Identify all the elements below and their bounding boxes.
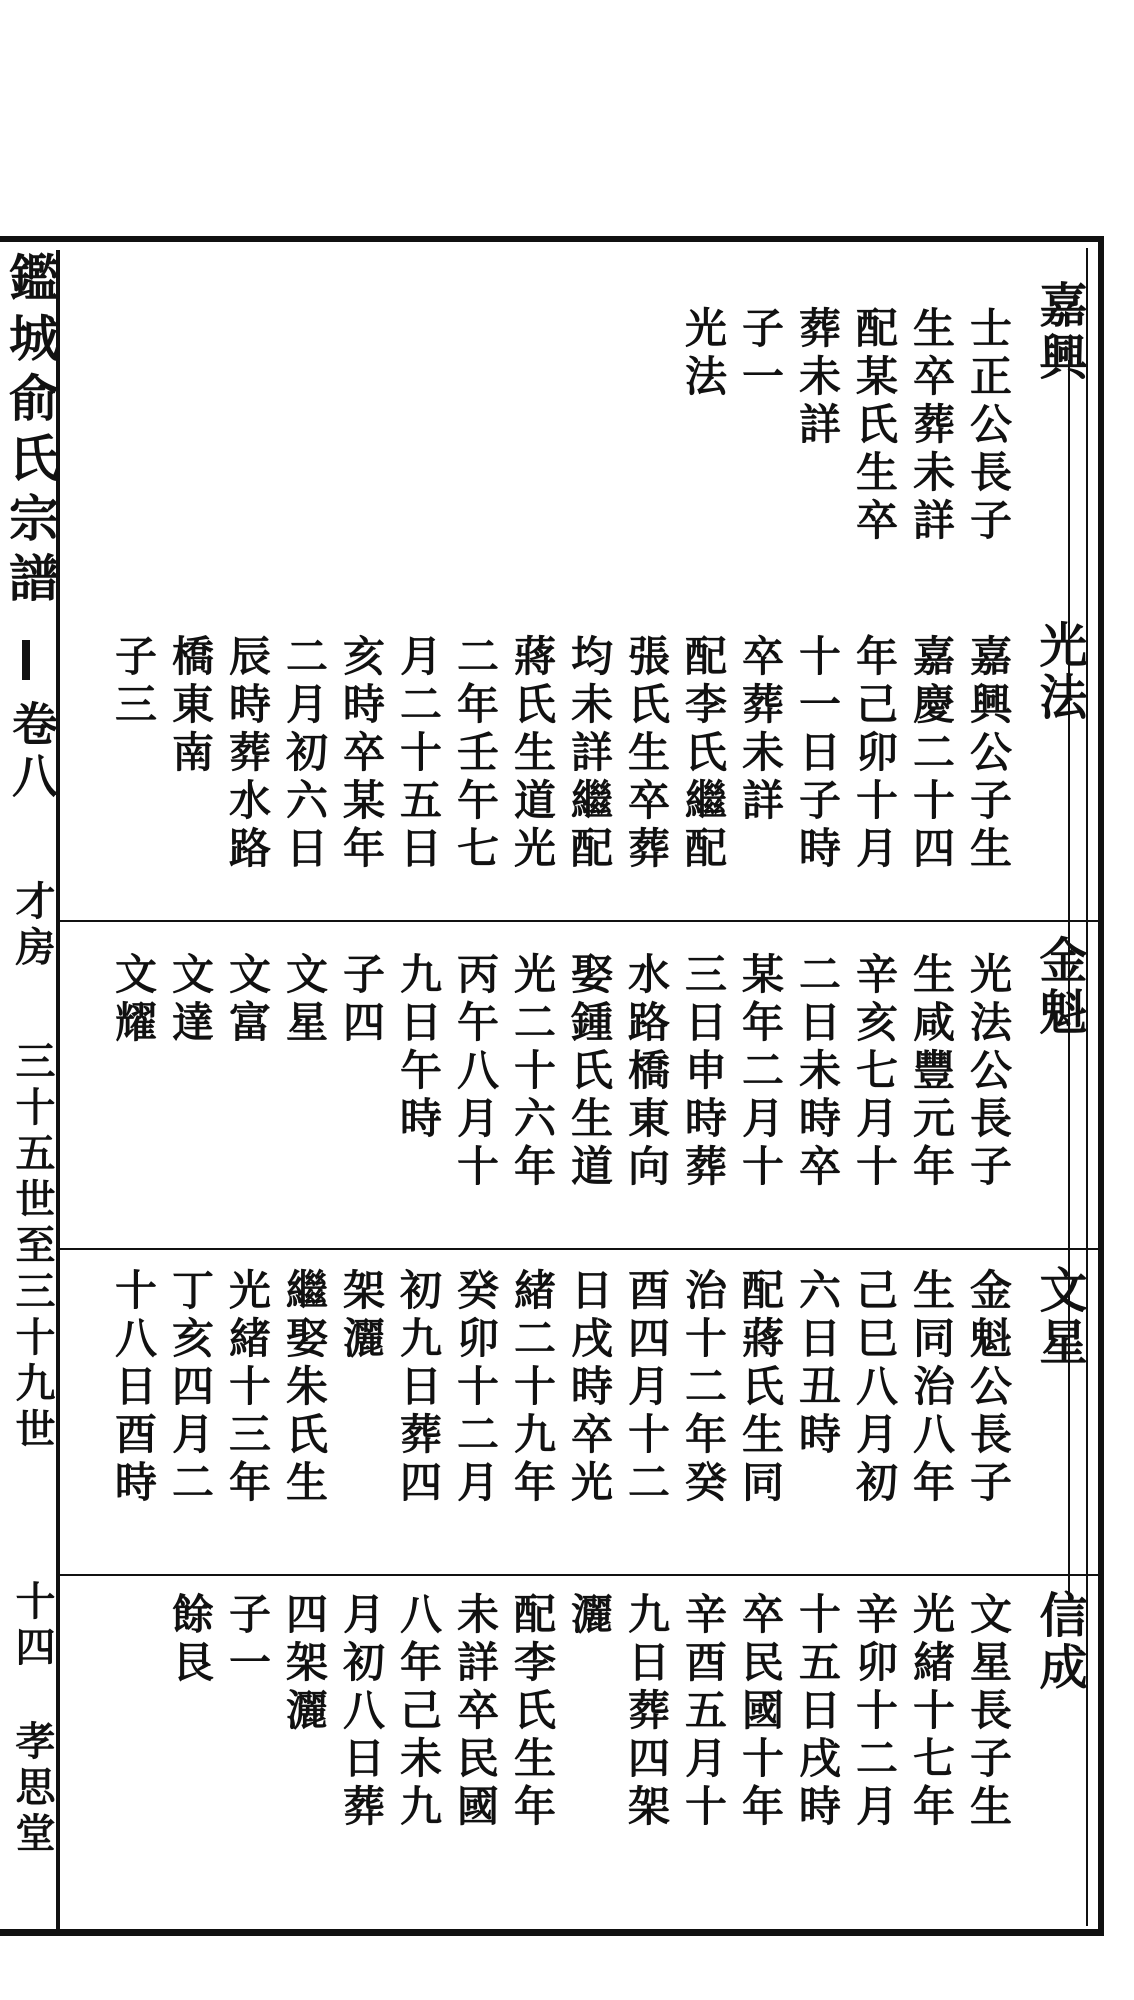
lineage-head: 文星 xyxy=(1031,1265,1087,1369)
record-column: 十五日戌時 xyxy=(793,1592,842,1832)
lineage-head: 金魁 xyxy=(1031,935,1087,1039)
record-column: 丁亥四月二 xyxy=(166,1268,215,1508)
record-column: 均未詳繼配 xyxy=(565,634,614,874)
record-column: 年己卯十月 xyxy=(850,634,899,874)
record-column: 十八日酉時 xyxy=(109,1268,158,1508)
record-column: 繼娶朱氏生 xyxy=(280,1268,329,1508)
record-column: 子一 xyxy=(223,1592,272,1688)
record-column: 光二十六年 xyxy=(508,952,557,1192)
generation-range: 三十五世至三十九世 xyxy=(9,1040,56,1454)
record-column: 文星長子生 xyxy=(964,1592,1013,1832)
record-column: 灑 xyxy=(565,1592,614,1640)
record-column: 二月初六日 xyxy=(280,634,329,874)
record-column: 蔣氏生道光 xyxy=(508,634,557,874)
branch-label: 才房 xyxy=(9,880,56,972)
record-column: 餘艮 xyxy=(166,1592,215,1688)
record-column: 九日午時 xyxy=(394,952,443,1144)
record-column: 文星 xyxy=(280,952,329,1048)
section-divider xyxy=(60,1248,1100,1250)
record-column: 光緒十七年 xyxy=(907,1592,956,1832)
record-column: 嘉慶二十四 xyxy=(907,634,956,874)
record-column: 二日未時卒 xyxy=(793,952,842,1192)
lineage-head: 嘉興 xyxy=(1031,280,1087,384)
record-column: 嘉興公子生 xyxy=(964,634,1013,874)
lineage-head: 光法 xyxy=(1031,620,1087,724)
lineage-head: 信成 xyxy=(1031,1590,1087,1694)
record-column: 生同治八年 xyxy=(907,1268,956,1508)
record-column: 光法公長子 xyxy=(964,952,1013,1192)
page-number: 十四 xyxy=(9,1580,56,1672)
record-column: 日戌時卒光 xyxy=(565,1268,614,1508)
record-column: 某年二月十 xyxy=(736,952,785,1192)
record-column: 光法 xyxy=(679,306,728,402)
record-column: 水路橋東向 xyxy=(622,952,671,1192)
record-column: 金魁公長子 xyxy=(964,1268,1013,1508)
record-column: 文耀 xyxy=(109,952,158,1048)
record-column: 卒民國十年 xyxy=(736,1592,785,1832)
record-column: 生咸豐元年 xyxy=(907,952,956,1192)
hall-name: 孝思堂 xyxy=(9,1720,56,1858)
record-column: 六日丑時 xyxy=(793,1268,842,1460)
record-column: 配李氏生年 xyxy=(508,1592,557,1832)
record-column: 子三 xyxy=(109,634,158,730)
section-divider xyxy=(60,1574,1100,1576)
book-title: 鑑城俞氏宗譜 xyxy=(1,252,60,612)
record-column: 酉四月十二 xyxy=(622,1268,671,1508)
record-column: 張氏生卒葬 xyxy=(622,634,671,874)
record-column: 娶鍾氏生道 xyxy=(565,952,614,1192)
record-column: 葬未詳 xyxy=(793,306,842,450)
record-column: 治十二年癸 xyxy=(679,1268,728,1508)
record-column: 緒二十九年 xyxy=(508,1268,557,1508)
record-column: 卒葬未詳 xyxy=(736,634,785,826)
record-column: 配李氏繼配 xyxy=(679,634,728,874)
record-column: 辛亥七月十 xyxy=(850,952,899,1192)
record-column: 文達 xyxy=(166,952,215,1048)
record-column: 四架灑 xyxy=(280,1592,329,1736)
record-column: 架灑 xyxy=(337,1268,386,1364)
title-mark xyxy=(22,640,30,680)
record-column: 光緒十三年 xyxy=(223,1268,272,1508)
record-column: 辛卯十二月 xyxy=(850,1592,899,1832)
record-column: 十一日子時 xyxy=(793,634,842,874)
record-column: 丙午八月十 xyxy=(451,952,500,1192)
record-column: 己巳八月初 xyxy=(850,1268,899,1508)
section-divider xyxy=(60,920,1100,922)
record-column: 配某氏生卒 xyxy=(850,306,899,546)
record-column: 癸卯十二月 xyxy=(451,1268,500,1508)
record-column: 辛酉五月十 xyxy=(679,1592,728,1832)
record-column: 子一 xyxy=(736,306,785,402)
record-column: 未詳卒民國 xyxy=(451,1592,500,1832)
record-column: 三日申時葬 xyxy=(679,952,728,1192)
record-column: 月二十五日 xyxy=(394,634,443,874)
record-column: 士正公長子 xyxy=(964,306,1013,546)
record-column: 子四 xyxy=(337,952,386,1048)
record-column: 亥時卒某年 xyxy=(337,634,386,874)
record-column: 配蔣氏生同 xyxy=(736,1268,785,1508)
volume-label: 卷八 xyxy=(5,700,59,804)
record-column: 九日葬四架 xyxy=(622,1592,671,1832)
record-column: 二年壬午七 xyxy=(451,634,500,874)
record-column: 文富 xyxy=(223,952,272,1048)
record-column: 生卒葬未詳 xyxy=(907,306,956,546)
record-column: 月初八日葬 xyxy=(337,1592,386,1832)
record-column: 橋東南 xyxy=(166,634,215,778)
record-column: 八年己未九 xyxy=(394,1592,443,1832)
record-column: 初九日葬四 xyxy=(394,1268,443,1508)
record-column: 辰時葬水路 xyxy=(223,634,272,874)
